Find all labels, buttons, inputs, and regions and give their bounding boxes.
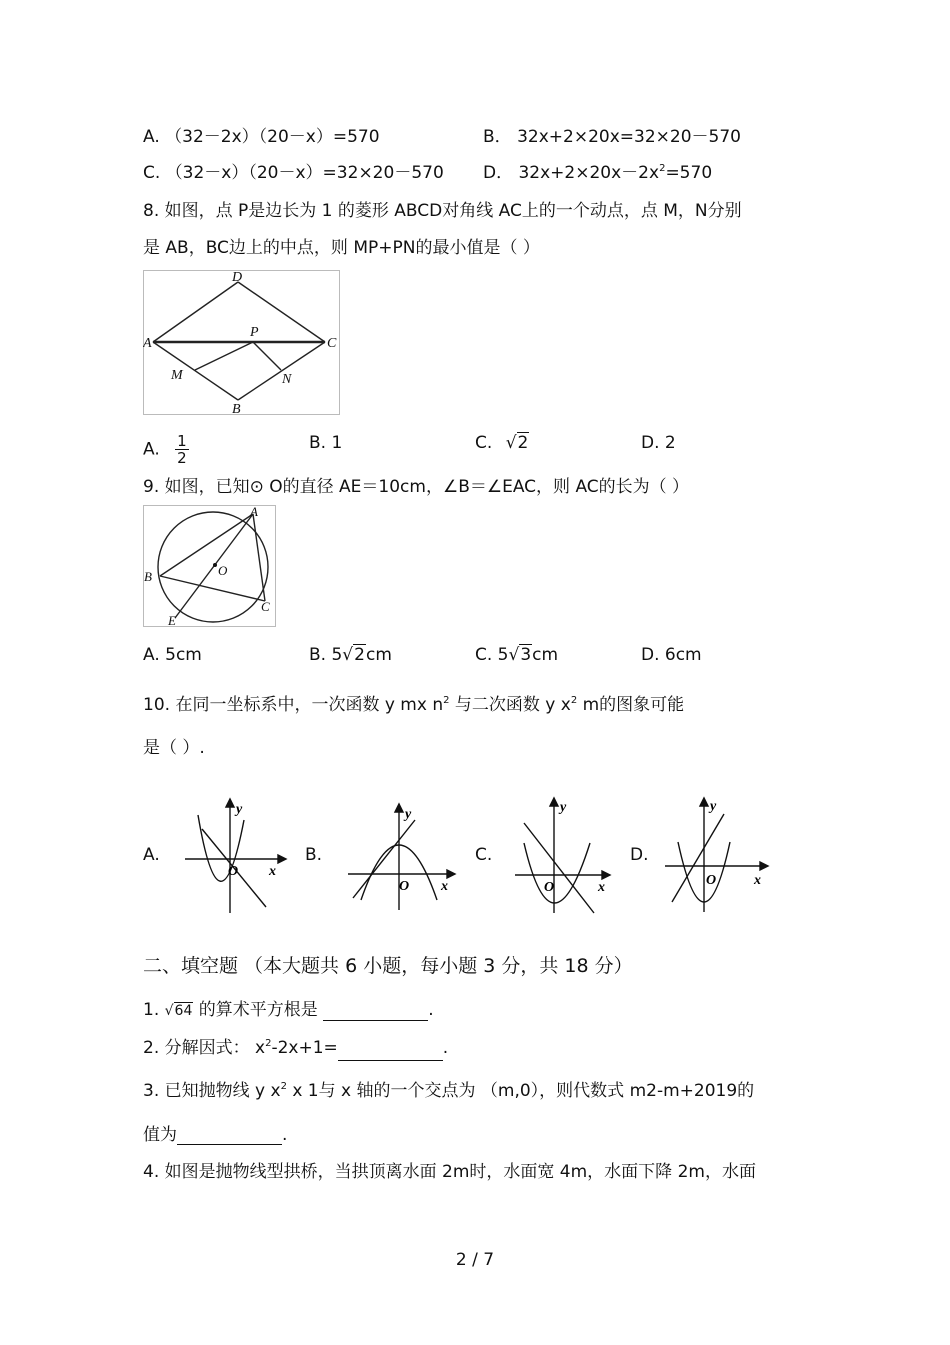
sqrt-2: √2 bbox=[505, 433, 529, 453]
q7-option-d bbox=[483, 163, 712, 186]
origin-label: O bbox=[228, 864, 239, 879]
fraction-numerator: 1 bbox=[177, 432, 187, 450]
q8-stem-line1: 8. 如图，点 P是边长为 1 的菱形 ABCD对角线 AC上的一个动点，点 M，N分别 bbox=[143, 201, 742, 221]
q9-option-b bbox=[309, 645, 392, 665]
q10-option-d: D. bbox=[630, 845, 649, 865]
axis-x-label: x bbox=[441, 879, 448, 894]
q7-option-d-post: =570 bbox=[665, 163, 713, 183]
q7-option-a: A. （32－2x）（20－x）=570 bbox=[143, 127, 380, 147]
axis-x-label: x bbox=[754, 873, 761, 888]
label-n: N bbox=[282, 372, 292, 387]
fill2-period: . bbox=[442, 1038, 449, 1058]
unit: cm bbox=[365, 645, 392, 665]
origin-label: O bbox=[399, 879, 410, 894]
graph-b bbox=[343, 800, 458, 920]
q10-stem-line1 bbox=[143, 695, 684, 718]
q9-option-a: A. 5cm bbox=[143, 645, 202, 665]
fill2-text: 2. 分解因式： x bbox=[143, 1038, 266, 1058]
label-b: B bbox=[232, 402, 241, 415]
fill3-text-post: x 1与 x 轴的一个交点为 （m,0），则代数式 m2-m+2019的 bbox=[286, 1081, 755, 1101]
radicand: 64 bbox=[174, 1003, 193, 1019]
fill3-exp: 2 bbox=[280, 1081, 287, 1092]
q9-option-c-label: C. 5 bbox=[475, 645, 509, 665]
axis-x-label: x bbox=[269, 864, 276, 879]
label-p: P bbox=[250, 325, 259, 340]
fill-question-1 bbox=[143, 1000, 434, 1021]
fill3-period: . bbox=[282, 1125, 288, 1145]
answer-blank[interactable] bbox=[177, 1128, 282, 1145]
fraction-one-half bbox=[175, 433, 189, 466]
q7-option-b: B． 32x+2×20x=32×20－570 bbox=[483, 127, 741, 147]
q7-option-d-pre: D． 32x+2×20x－2x bbox=[483, 163, 660, 183]
q8-option-b: B. 1 bbox=[309, 433, 343, 453]
q9-option-b-label: B. 5 bbox=[309, 645, 343, 665]
origin-label: O bbox=[544, 880, 555, 895]
fill3-line2-text: 值为 bbox=[143, 1125, 177, 1145]
circle-label-e: E bbox=[168, 613, 176, 627]
circle-label-a: A bbox=[250, 505, 258, 519]
fill3-text-pre: 3. 已知抛物线 y x bbox=[143, 1081, 281, 1101]
axis-y-label: y bbox=[236, 802, 243, 817]
q10-text-mid: 与二次函数 y x bbox=[449, 695, 571, 715]
fill-question-4: 4. 如图是抛物线型拱桥，当拱顶离水面 2m时，水面宽 4m，水面下降 2m，水面 bbox=[143, 1162, 756, 1182]
origin-label: O bbox=[706, 873, 717, 888]
fill-question-3-line1 bbox=[143, 1081, 754, 1104]
q10-exp2: 2 bbox=[570, 695, 578, 706]
circle-label-b: B bbox=[144, 569, 152, 584]
label-a: A bbox=[143, 336, 152, 351]
q10-text-pre: 10. 在同一坐标系中，一次函数 y mx n bbox=[143, 695, 444, 715]
q7-option-d-exp: 2 bbox=[659, 163, 666, 174]
fill-question-2 bbox=[143, 1038, 448, 1061]
q10-exp: 2 bbox=[443, 695, 450, 706]
fill1-period: . bbox=[428, 1000, 434, 1020]
fraction-denominator: 2 bbox=[177, 449, 187, 467]
sqrt-3: √3 bbox=[508, 645, 532, 665]
fill2-exp: 2 bbox=[265, 1038, 272, 1049]
q10-option-a: A. bbox=[143, 845, 160, 865]
axis-y-label: y bbox=[560, 800, 567, 815]
sqrt-64: √64 bbox=[164, 1003, 193, 1019]
radicand: 3 bbox=[520, 645, 532, 665]
q8-option-c-label: C. bbox=[475, 433, 493, 453]
q8-option-d: D. 2 bbox=[641, 433, 676, 453]
radicand: 2 bbox=[517, 433, 529, 453]
page-number: 2 / 7 bbox=[455, 1250, 495, 1270]
axis-y-label: y bbox=[710, 799, 717, 814]
answer-blank[interactable] bbox=[338, 1044, 443, 1061]
graph-a bbox=[180, 795, 290, 917]
circle-label-o: O bbox=[218, 563, 228, 578]
q9-option-c bbox=[475, 645, 558, 665]
q10-text-post: m的图象可能 bbox=[577, 695, 685, 715]
section-2-heading: 二、填空题 （本大题共 6 小题，每小题 3 分，共 18 分） bbox=[143, 955, 633, 977]
q9-stem: 9. 如图，已知⊙ O的直径 AE＝10cm，∠B＝∠EAC，则 AC的长为（ ） bbox=[143, 477, 690, 497]
fill1-number: 1. bbox=[143, 1000, 165, 1020]
q10-stem-line2: 是（ ）. bbox=[143, 738, 205, 758]
label-c: C bbox=[327, 336, 337, 351]
label-d: D bbox=[232, 270, 243, 285]
q8-option-c bbox=[475, 433, 529, 453]
fill1-text: 的算术平方根是 bbox=[193, 1000, 324, 1020]
q10-option-c: C. bbox=[475, 845, 493, 865]
unit: cm bbox=[532, 645, 559, 665]
q8-stem-line2: 是 AB，BC边上的中点，则 MP+PN的最小值是（ ） bbox=[143, 238, 540, 258]
label-m: M bbox=[171, 368, 183, 383]
q8-option-a bbox=[143, 433, 189, 466]
graph-d bbox=[660, 792, 772, 917]
q9-option-d: D. 6cm bbox=[641, 645, 702, 665]
answer-blank[interactable] bbox=[323, 1004, 428, 1021]
radicand: 2 bbox=[354, 645, 365, 665]
axis-y-label: y bbox=[405, 807, 412, 822]
q10-option-b: B. bbox=[305, 845, 323, 865]
sqrt-2: √2 bbox=[342, 645, 365, 665]
circle-figure bbox=[143, 505, 276, 627]
axis-x-label: x bbox=[598, 880, 605, 895]
q8-option-a-label: A. bbox=[143, 439, 160, 460]
q7-option-c: C. （32－x）（20－x）=32×20－570 bbox=[143, 163, 444, 183]
circle-label-c: C bbox=[261, 599, 270, 614]
rhombus-figure bbox=[143, 270, 340, 415]
fill-question-3-line2 bbox=[143, 1125, 287, 1145]
fill2-expr: -2x+1= bbox=[271, 1038, 338, 1058]
graph-c bbox=[510, 793, 625, 918]
